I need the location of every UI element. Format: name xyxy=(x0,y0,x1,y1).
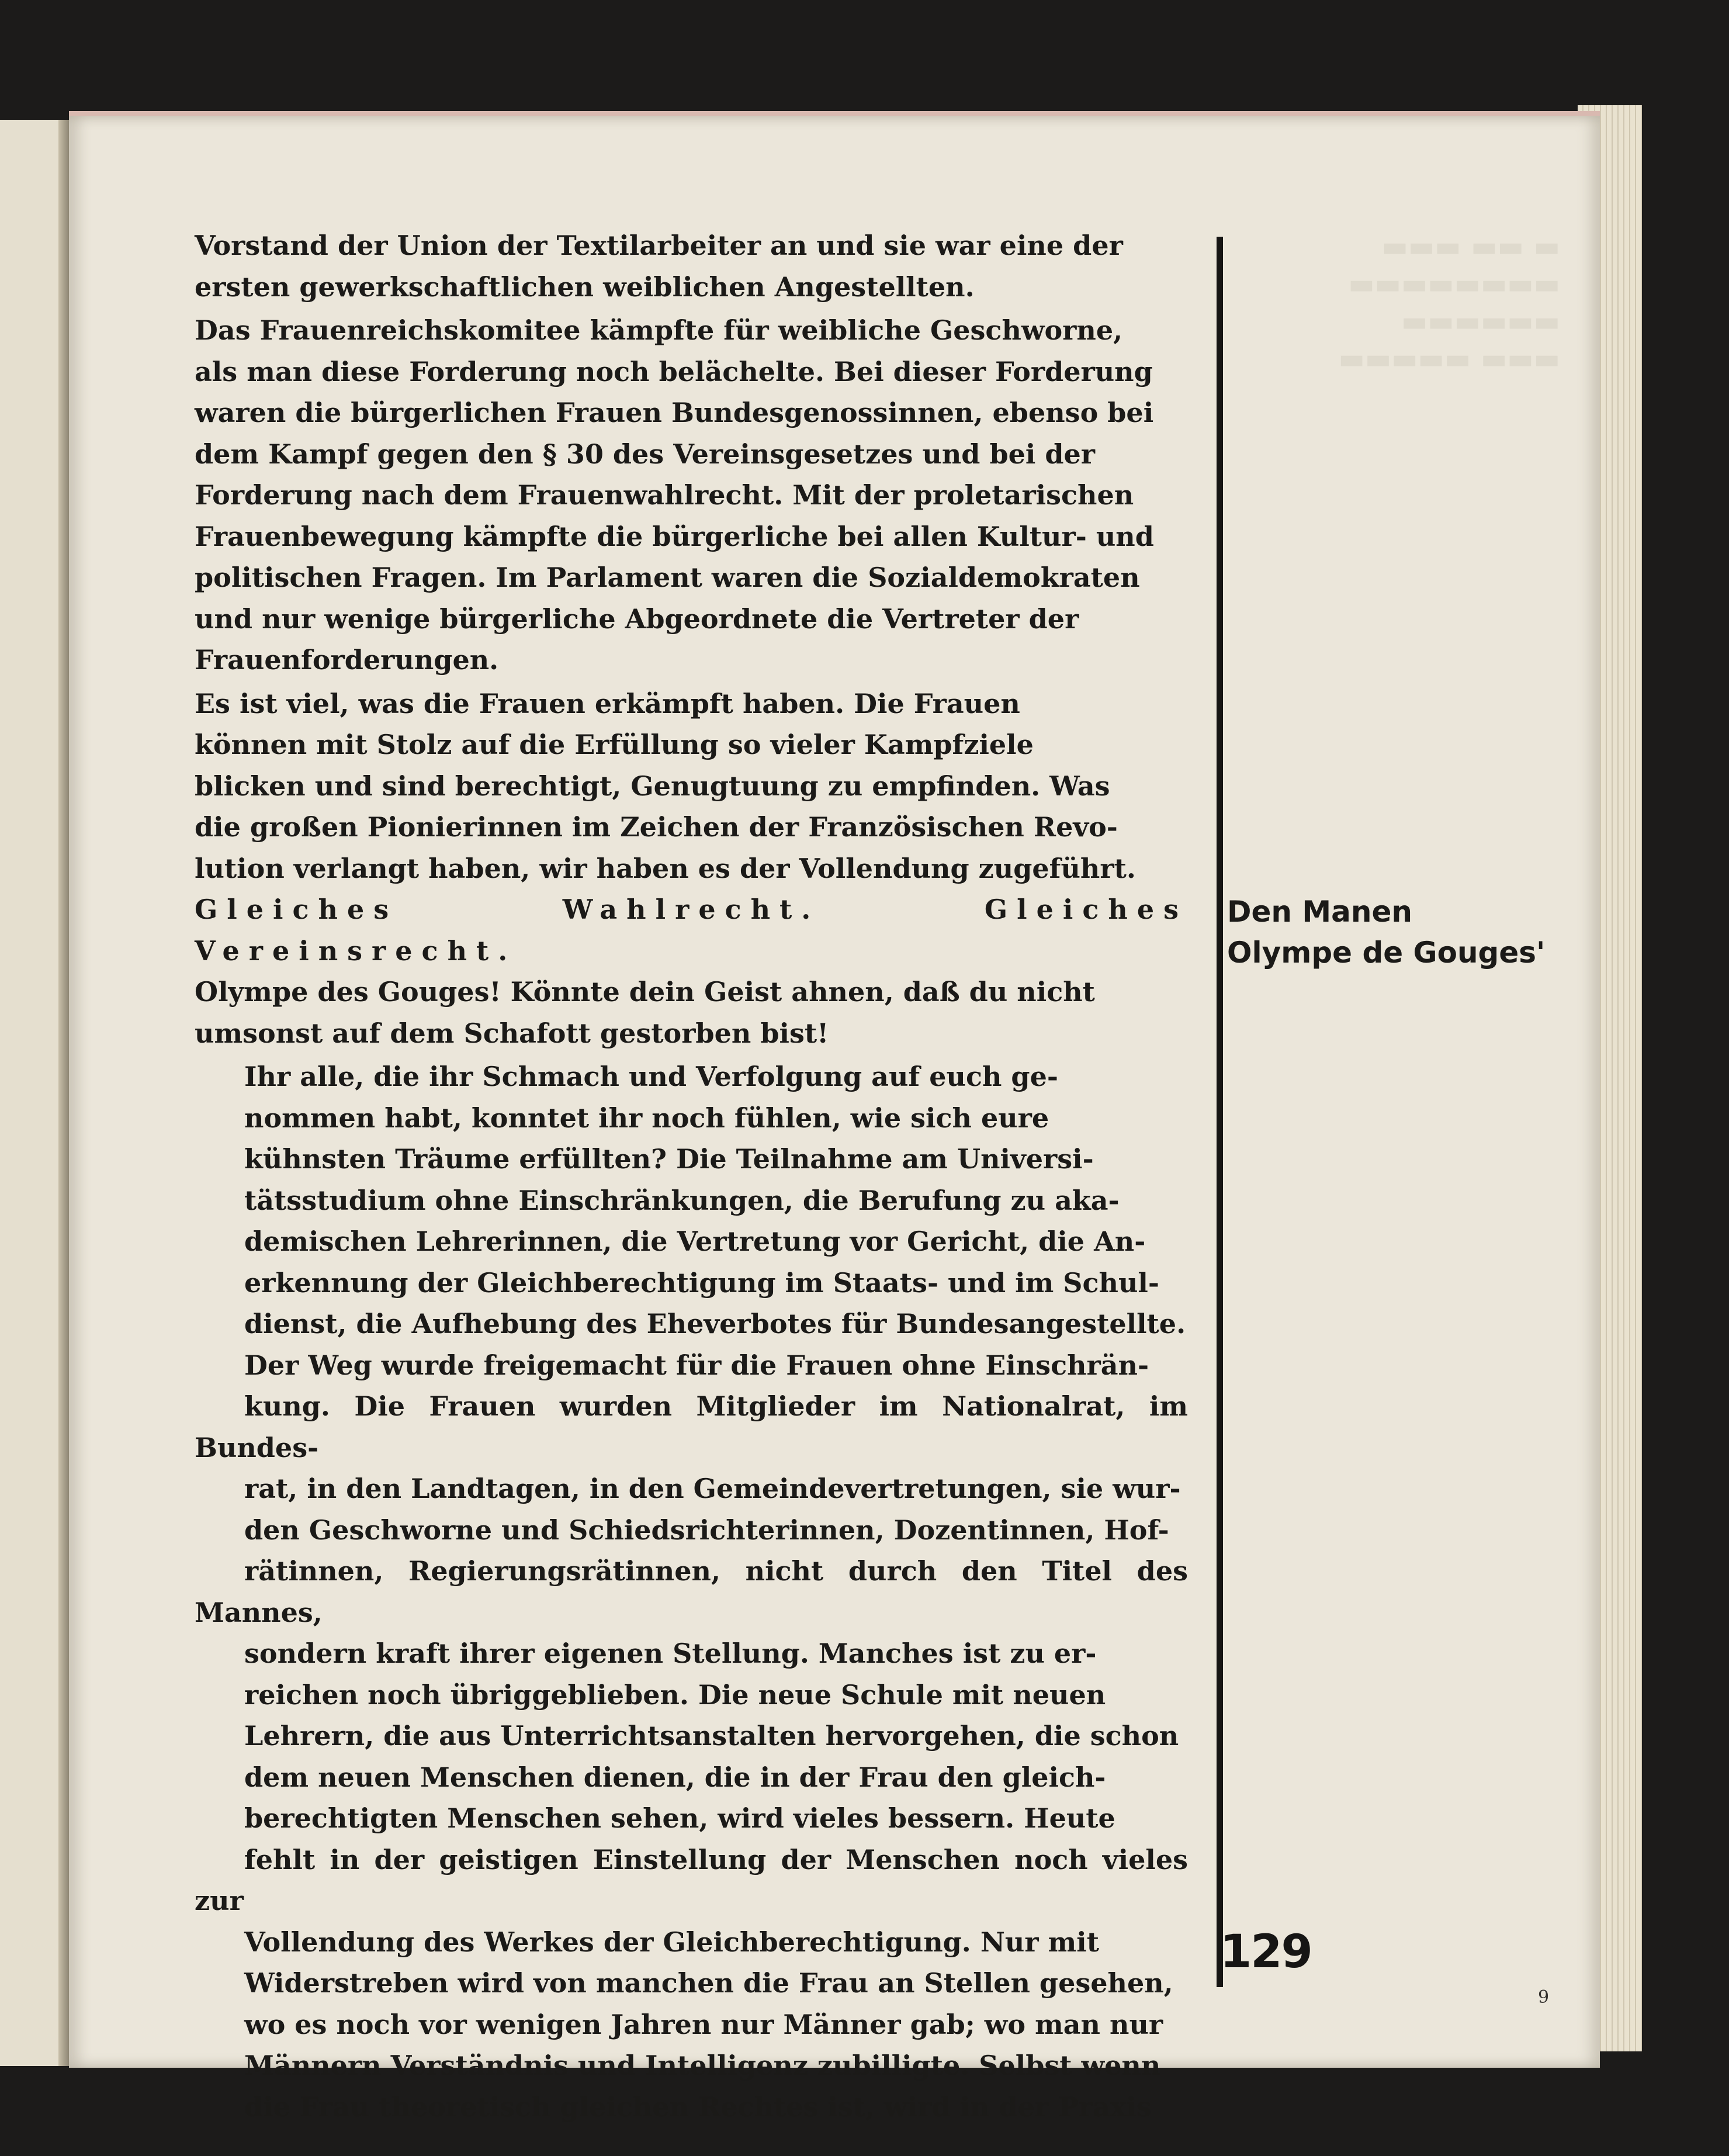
text-line: Lehrern, die aus Unterrichtsanstalten hervorgehen, die schon xyxy=(244,1720,1179,1752)
marginal-note xyxy=(1227,891,1554,973)
text-line: Der Weg wurde freigemacht für die Frauen ohne Einschrän- xyxy=(244,1349,1149,1381)
text-line: umsonst auf dem Schafott gestorben bist! xyxy=(195,1017,829,1049)
text-line: rat, in den Landtagen, in den Gemeindevertretungen, sie wur- xyxy=(244,1473,1181,1504)
text-line: dem Kampf gegen den § 30 des Vereinsgesetzes und bei der xyxy=(195,438,1096,470)
text-line: berechtigten Menschen sehen, wird vieles bessern. Heute xyxy=(244,1802,1115,1834)
text-line: dem neuen Menschen dienen, die in der Frau den gleich- xyxy=(244,1761,1106,1793)
text-line: ersten gewerkschaftlichen weiblichen Angestellten. xyxy=(195,271,975,303)
text-line: erkennung der Gleichberechtigung im Staats- und im Schul- xyxy=(244,1266,1159,1299)
text-line: Frauenbewegung kämpfte die bürgerliche bei allen Kultur- und xyxy=(195,520,1154,552)
main-text-column xyxy=(195,225,1188,2130)
text-line: tätsstudium ohne Einschränkungen, die Berufung zu aka- xyxy=(244,1184,1120,1216)
text-line: lution verlangt haben, wir haben es der Vollendung zugeführt. xyxy=(195,852,1136,884)
text-line: sondern kraft ihrer eigenen Stellung. Manches ist zu er- xyxy=(244,1638,1097,1669)
text-line: kung. Die Frauen wurden Mitglieder im Nationalrat, im Bundes- xyxy=(195,1390,1188,1463)
text-line: kühnsten Träume erfüllten? Die Teilnahme am Universi- xyxy=(244,1143,1094,1175)
text-line: dienst, die Aufhebung des Eheverbotes für Bundesangestellte. xyxy=(244,1308,1186,1340)
text-line: wo es noch vor wenigen Jahren nur Männer gab; wo man nur xyxy=(244,2008,1163,2040)
marginal-note-line: Den Manen xyxy=(1227,895,1413,929)
text-line: die Frau theoretisch gleichen Rechtes ist, wird in der Praxis xyxy=(244,2091,1152,2123)
text-line: Frauenforderungen. xyxy=(195,644,499,676)
text-line: politischen Fragen. Im Parlament waren die Sozialdemokraten xyxy=(195,562,1140,593)
text-line: blicken und sind berechtigt, Genugtuung zu empfinden. Was xyxy=(195,770,1110,802)
text-line: den Geschworne und Schiedsrichterinnen, Dozentinnen, Hof- xyxy=(244,1514,1169,1546)
page-number: 129 xyxy=(1220,1926,1312,1978)
text-line: Forderung nach dem Frauenwahlrecht. Mit der proletarischen xyxy=(195,479,1134,511)
letterspaced-line: Gleiches Wahlrecht. Gleiches Vereinsrecht. xyxy=(195,894,1188,967)
text-line: als man diese Forderung noch belächelte. Bei dieser Forderung xyxy=(195,355,1153,387)
paragraph-2 xyxy=(195,310,1188,681)
paragraph-1 xyxy=(195,225,1188,307)
text-line: Es ist viel, was die Frauen erkämpft haben. Die Frauen xyxy=(195,687,1020,719)
text-line: Vollendung des Werkes der Gleichberechtigung. Nur mit xyxy=(244,1926,1099,1958)
text-line: rätinnen, Regierungsrätinnen, nicht durch den Titel des Mannes, xyxy=(195,1555,1188,1628)
text-line: waren die bürgerlichen Frauen Bundesgenossinnen, ebenso bei xyxy=(195,397,1154,428)
marginal-note-line: Olympe de Gouges' xyxy=(1227,936,1546,970)
text-line: Männern Verständnis und Intelligenz zubilligte. Selbst wenn xyxy=(244,2050,1161,2081)
text-line: können mit Stolz auf die Erfüllung so vieler Kampfziele xyxy=(195,729,1034,760)
text-line: demischen Lehrerinnen, die Vertretung vor Gericht, die An- xyxy=(244,1226,1146,1257)
text-line: Ihr alle, die ihr Schmach und Verfolgung auf euch ge- xyxy=(244,1061,1058,1092)
vertical-rule xyxy=(1217,237,1223,1987)
text-line: nommen habt, konntet ihr noch fühlen, wie sich eure xyxy=(244,1102,1049,1134)
text-line: und nur wenige bürgerliche Abgeordnete die Vertreter der xyxy=(195,603,1079,635)
text-line: Das Frauenreichskomitee kämpfte für weibliche Geschworne, xyxy=(195,314,1123,346)
page-top-edge xyxy=(69,111,1600,116)
gutter-shadow xyxy=(58,120,69,2066)
text-line: Widerstreben wird von manchen die Frau an Stellen gesehen, xyxy=(244,1967,1173,1999)
signature-mark: 9 xyxy=(1538,1987,1550,2008)
text-line: reichen noch übriggeblieben. Die neue Schule mit neuen xyxy=(244,1679,1106,1711)
text-line: Vorstand der Union der Textilarbeiter an und sie war eine der xyxy=(195,230,1123,261)
paragraph-4 xyxy=(195,1056,1188,2127)
text-line: Olympe des Gouges! Könnte dein Geist ahnen, daß du nicht xyxy=(195,976,1095,1008)
text-line: fehlt in der geistigen Einstellung der Menschen noch vieles zur xyxy=(195,1843,1188,1916)
paragraph-3 xyxy=(195,683,1188,1054)
text-line: die großen Pionierinnen im Zeichen der Französischen Revo- xyxy=(195,811,1118,843)
